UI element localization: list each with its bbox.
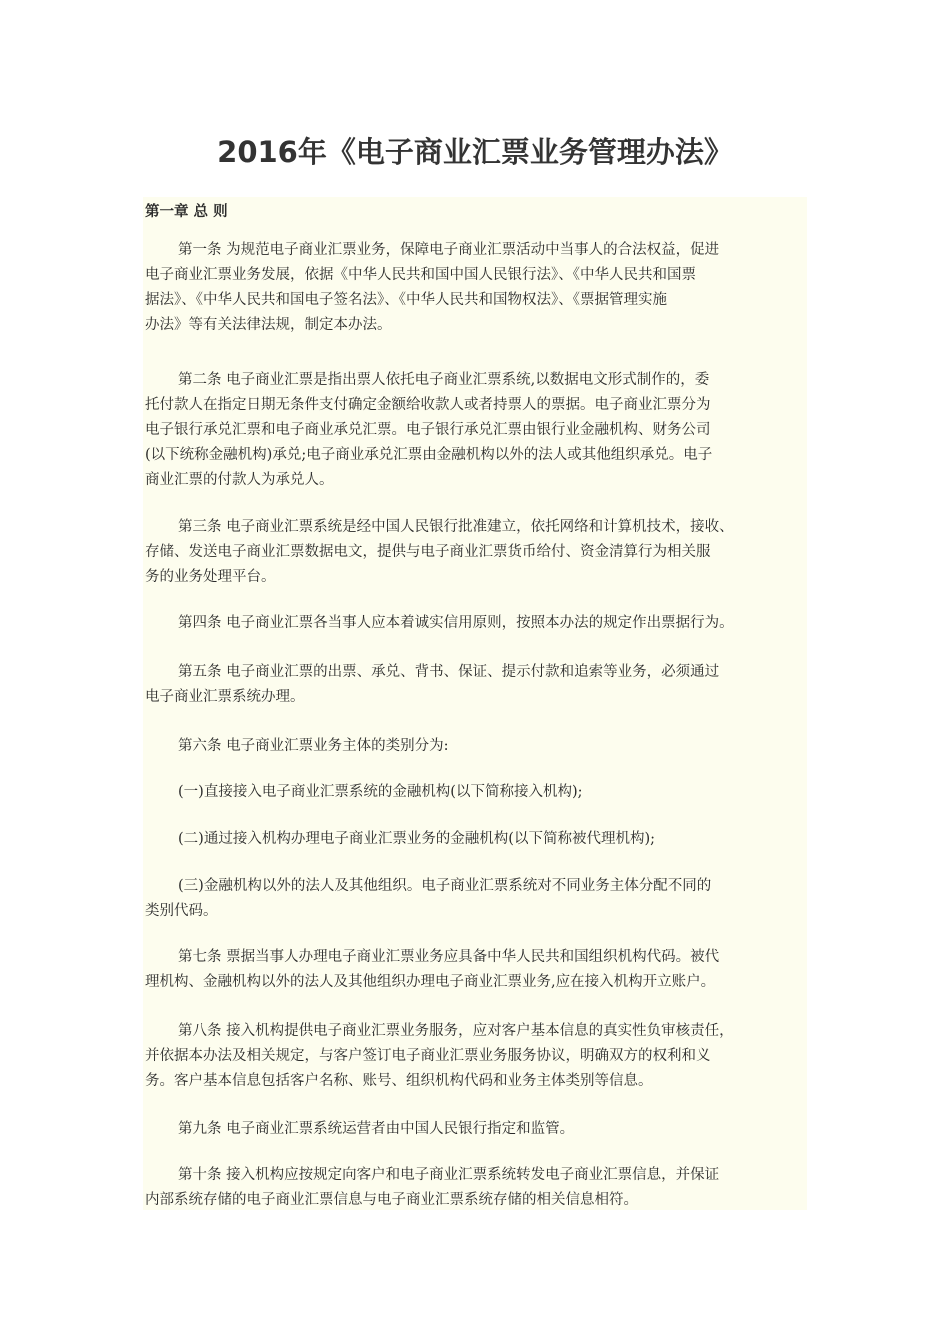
paragraph-line: 第十条 接入机构应按规定向客户和电子商业汇票系统转发电子商业汇票信息，并保证	[178, 1167, 720, 1183]
article-paragraph	[145, 734, 820, 759]
paragraph-line: 第七条 票据当事人办理电子商业汇票业务应具备中华人民共和国组织机构代码。被代	[178, 949, 720, 965]
paragraph-line: 第三条 电子商业汇票系统是经中国人民银行批准建立，依托网络和计算机技术，接收、	[178, 519, 734, 535]
paragraph-line: 据法》、《中华人民共和国电子签名法》、《中华人民共和国物权法》、《票据管理实施	[145, 292, 667, 308]
paragraph-line: 务。客户基本信息包括客户名称、账号、组织机构代码和业务主体类别等信息。	[145, 1073, 653, 1089]
paragraph-line: 第八条 接入机构提供电子商业汇票业务服务，应对客户基本信息的真实性负审核责任，	[178, 1023, 734, 1039]
page-title: 2016年《电子商业汇票业务管理办法》	[217, 135, 733, 169]
paragraph-line: 第九条 电子商业汇票系统运营者由中国人民银行指定和监管。	[178, 1121, 575, 1137]
article-paragraph	[145, 515, 820, 590]
paragraph-line: (一)直接接入电子商业汇票系统的金融机构(以下简称接入机构);	[178, 784, 583, 800]
paragraph-line: 第一条 为规范电子商业汇票业务，保障电子商业汇票活动中当事人的合法权益，促进	[178, 242, 720, 258]
article-paragraph	[145, 368, 820, 493]
paragraph-line: 托付款人在指定日期无条件支付确定金额给收款人或者持票人的票据。电子商业汇票分为	[145, 397, 711, 413]
paragraph-line: (二)通过接入机构办理电子商业汇票业务的金融机构(以下简称被代理机构);	[178, 831, 656, 847]
paragraph-line: 商业汇票的付款人为承兑人。	[145, 472, 334, 488]
paragraph-line: 类别代码。	[145, 903, 218, 919]
chapter-heading: 第一章 总 则	[145, 204, 228, 220]
paragraph-line: 电子银行承兑汇票和电子商业承兑汇票。电子银行承兑汇票由银行业金融机构、财务公司	[145, 422, 711, 438]
paragraph-line: 办法》等有关法律法规，制定本办法。	[145, 317, 392, 333]
article-paragraph	[145, 1163, 820, 1213]
article-paragraph	[145, 611, 820, 636]
paragraph-line: 电子商业汇票业务发展，依据《中华人民共和国中国人民银行法》、《中华人民共和国票	[145, 267, 696, 283]
paragraph-line: 第二条 电子商业汇票是指出票人依托电子商业汇票系统,以数据电文形式制作的，委	[178, 372, 710, 388]
paragraph-line: 第五条 电子商业汇票的出票、承兑、背书、保证、提示付款和追索等业务，必须通过	[178, 664, 720, 680]
paragraph-line: 电子商业汇票系统办理。	[145, 689, 305, 705]
paragraph-line: 并依据本办法及相关规定，与客户签订电子商业汇票业务服务协议，明确双方的权利和义	[145, 1048, 711, 1064]
paragraph-line: (三)金融机构以外的法人及其他组织。电子商业汇票系统对不同业务主体分配不同的	[178, 878, 712, 894]
article-paragraph	[145, 945, 820, 995]
article-paragraph	[145, 827, 820, 852]
paragraph-line: 内部系统存储的电子商业汇票信息与电子商业汇票系统存储的相关信息相符。	[145, 1192, 638, 1208]
article-paragraph	[145, 874, 820, 924]
paragraph-line: 第四条 电子商业汇票各当事人应本着诚实信用原则，按照本办法的规定作出票据行为。	[178, 615, 734, 631]
article-paragraph	[145, 780, 820, 805]
article-paragraph	[145, 1019, 820, 1094]
article-paragraph	[145, 238, 820, 338]
paragraph-line: 第六条 电子商业汇票业务主体的类别分为:	[178, 738, 449, 754]
article-paragraph	[145, 660, 820, 710]
paragraph-line: 务的业务处理平台。	[145, 569, 276, 585]
paragraph-line: (以下统称金融机构)承兑;电子商业承兑汇票由金融机构以外的法人或其他组织承兑。电子	[145, 447, 713, 463]
article-paragraph	[145, 1117, 820, 1142]
paragraph-line: 理机构、金融机构以外的法人及其他组织办理电子商业汇票业务,应在接入机构开立账户。	[145, 974, 716, 990]
paragraph-line: 存储、发送电子商业汇票数据电文，提供与电子商业汇票货币给付、资金清算行为相关服	[145, 544, 711, 560]
